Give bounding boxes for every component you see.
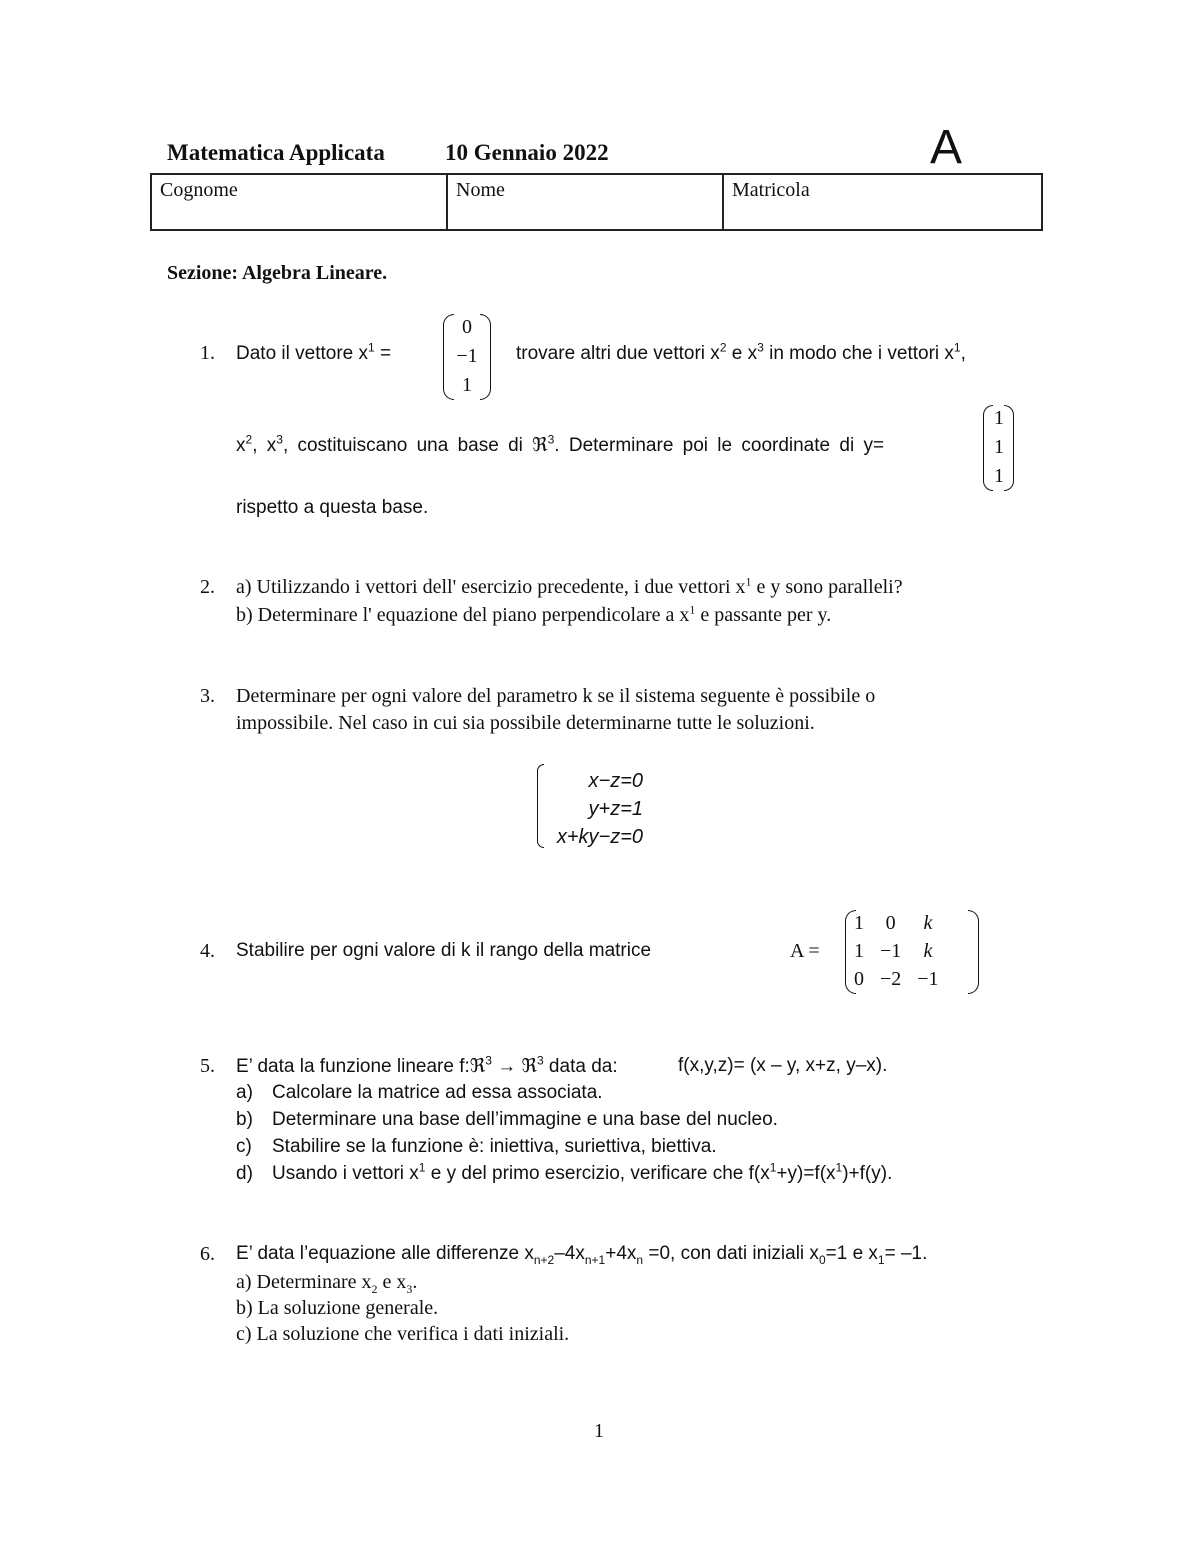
q6-part-c: c) La soluzione che verifica i dati iniziali. xyxy=(236,1323,570,1345)
student-info-table xyxy=(150,173,1043,231)
exam-date: 10 Gennaio 2022 xyxy=(445,140,609,165)
q6-part-b: b) La soluzione generale. xyxy=(236,1297,439,1319)
exam-header xyxy=(167,140,609,166)
cognome-label: Cognome xyxy=(160,179,238,201)
matricola-field[interactable] xyxy=(723,174,1042,230)
q4-text: Stabilire per ogni valore di k il rango della matrice xyxy=(236,940,652,961)
q5-item-a-label: a) xyxy=(236,1082,253,1103)
q1-intro: Dato il vettore $x^1$ = xyxy=(236,340,392,364)
q1-number: 1. xyxy=(200,342,215,364)
q5-item-d-label: d) xyxy=(236,1163,253,1184)
matricola-label: Matricola xyxy=(732,179,810,201)
nome-field[interactable] xyxy=(447,174,723,230)
q4-matrix-right-paren xyxy=(968,910,979,994)
q1-vector-right-paren xyxy=(480,314,491,400)
q2-number: 2. xyxy=(200,576,215,598)
q1-text-line1: trovare altri due vettori $x^2$ e $x^3$ in modo che i vettori $x^1$, xyxy=(516,340,966,364)
q1-text-line3: rispetto a questa base. xyxy=(236,497,429,518)
q5-item-c-text: Stabilire se la funzione è: iniettiva, suriettiva, biettiva. xyxy=(272,1136,717,1157)
q5-item-d-text: Usando i vettori $x^1$ e y del primo esercizio, verificare che $f(x^1+y)=f(x^1)+f(y)$. xyxy=(272,1160,893,1184)
q1-vector-y-right-paren xyxy=(1004,405,1014,491)
q5-item-b-label: b) xyxy=(236,1109,253,1130)
section-title: Sezione: Algebra Lineare. xyxy=(167,262,388,284)
q3-eq2: y+z=1 xyxy=(588,798,643,820)
q3-line2: impossibile. Nel caso in cui sia possibile determinarne tutte le soluzioni. xyxy=(236,712,815,734)
page-number: 1 xyxy=(594,1420,604,1442)
q4-matrix-label: A = xyxy=(790,940,820,962)
course-title: Matematica Applicata xyxy=(167,140,385,165)
exam-version: A xyxy=(930,121,963,174)
q5-intro: E’ data la funzione lineare f:ℜ$^3$ → ℜ$^3$ data da: xyxy=(236,1053,618,1077)
q1-text-line2: $x^2$, $x^3$, costituiscano una base di ℜ$^3$. Determinare poi le coordinate di y= xyxy=(236,432,885,456)
q4-number: 4. xyxy=(200,940,215,962)
q3-eq1: x−z=0 xyxy=(588,770,643,792)
q2-part-b: b) Determinare l' equazione del piano perpendicolare a $x^1$ e passante per y. xyxy=(236,602,832,626)
q5-number: 5. xyxy=(200,1055,215,1077)
q3-eq3: x+ky−z=0 xyxy=(556,826,643,848)
q2-part-a: a) Utilizzando i vettori dell' esercizio precedente, i due vettori $x^1$ e y sono paralleli? xyxy=(236,574,903,598)
q5-item-c-label: c) xyxy=(236,1136,252,1157)
q6-part-a: a) Determinare $x_2$ e $x_3$. xyxy=(236,1271,418,1296)
q5-function: f(x,y,z)= (x – y, x+z, y–x). xyxy=(678,1055,888,1076)
q6-number: 6. xyxy=(200,1243,215,1265)
q4-matrix: 1 0 k 1 −1 k 0 −2 −1 xyxy=(854,912,939,990)
q3-line1: Determinare per ogni valore del parametro k se il sistema seguente è possibile o xyxy=(236,685,876,707)
q1-vector-y: 1 1 1 xyxy=(994,407,1004,487)
q3-number: 3. xyxy=(200,685,215,707)
q5-item-b-text: Determinare una base dell’immagine e una base del nucleo. xyxy=(272,1109,778,1130)
q3-system xyxy=(543,767,643,851)
q1-vector-x1: 0 −1 1 xyxy=(456,316,478,396)
nome-label: Nome xyxy=(456,179,505,201)
cognome-field[interactable] xyxy=(151,174,447,230)
q6-intro: E’ data l’equazione alle differenze $x_{n+2}-4x_{n+1}+4x_n =0$, con dati iniziali $x_0=1$ e $x_1= -1$. xyxy=(236,1243,928,1267)
q5-item-a-text: Calcolare la matrice ad essa associata. xyxy=(272,1082,603,1103)
